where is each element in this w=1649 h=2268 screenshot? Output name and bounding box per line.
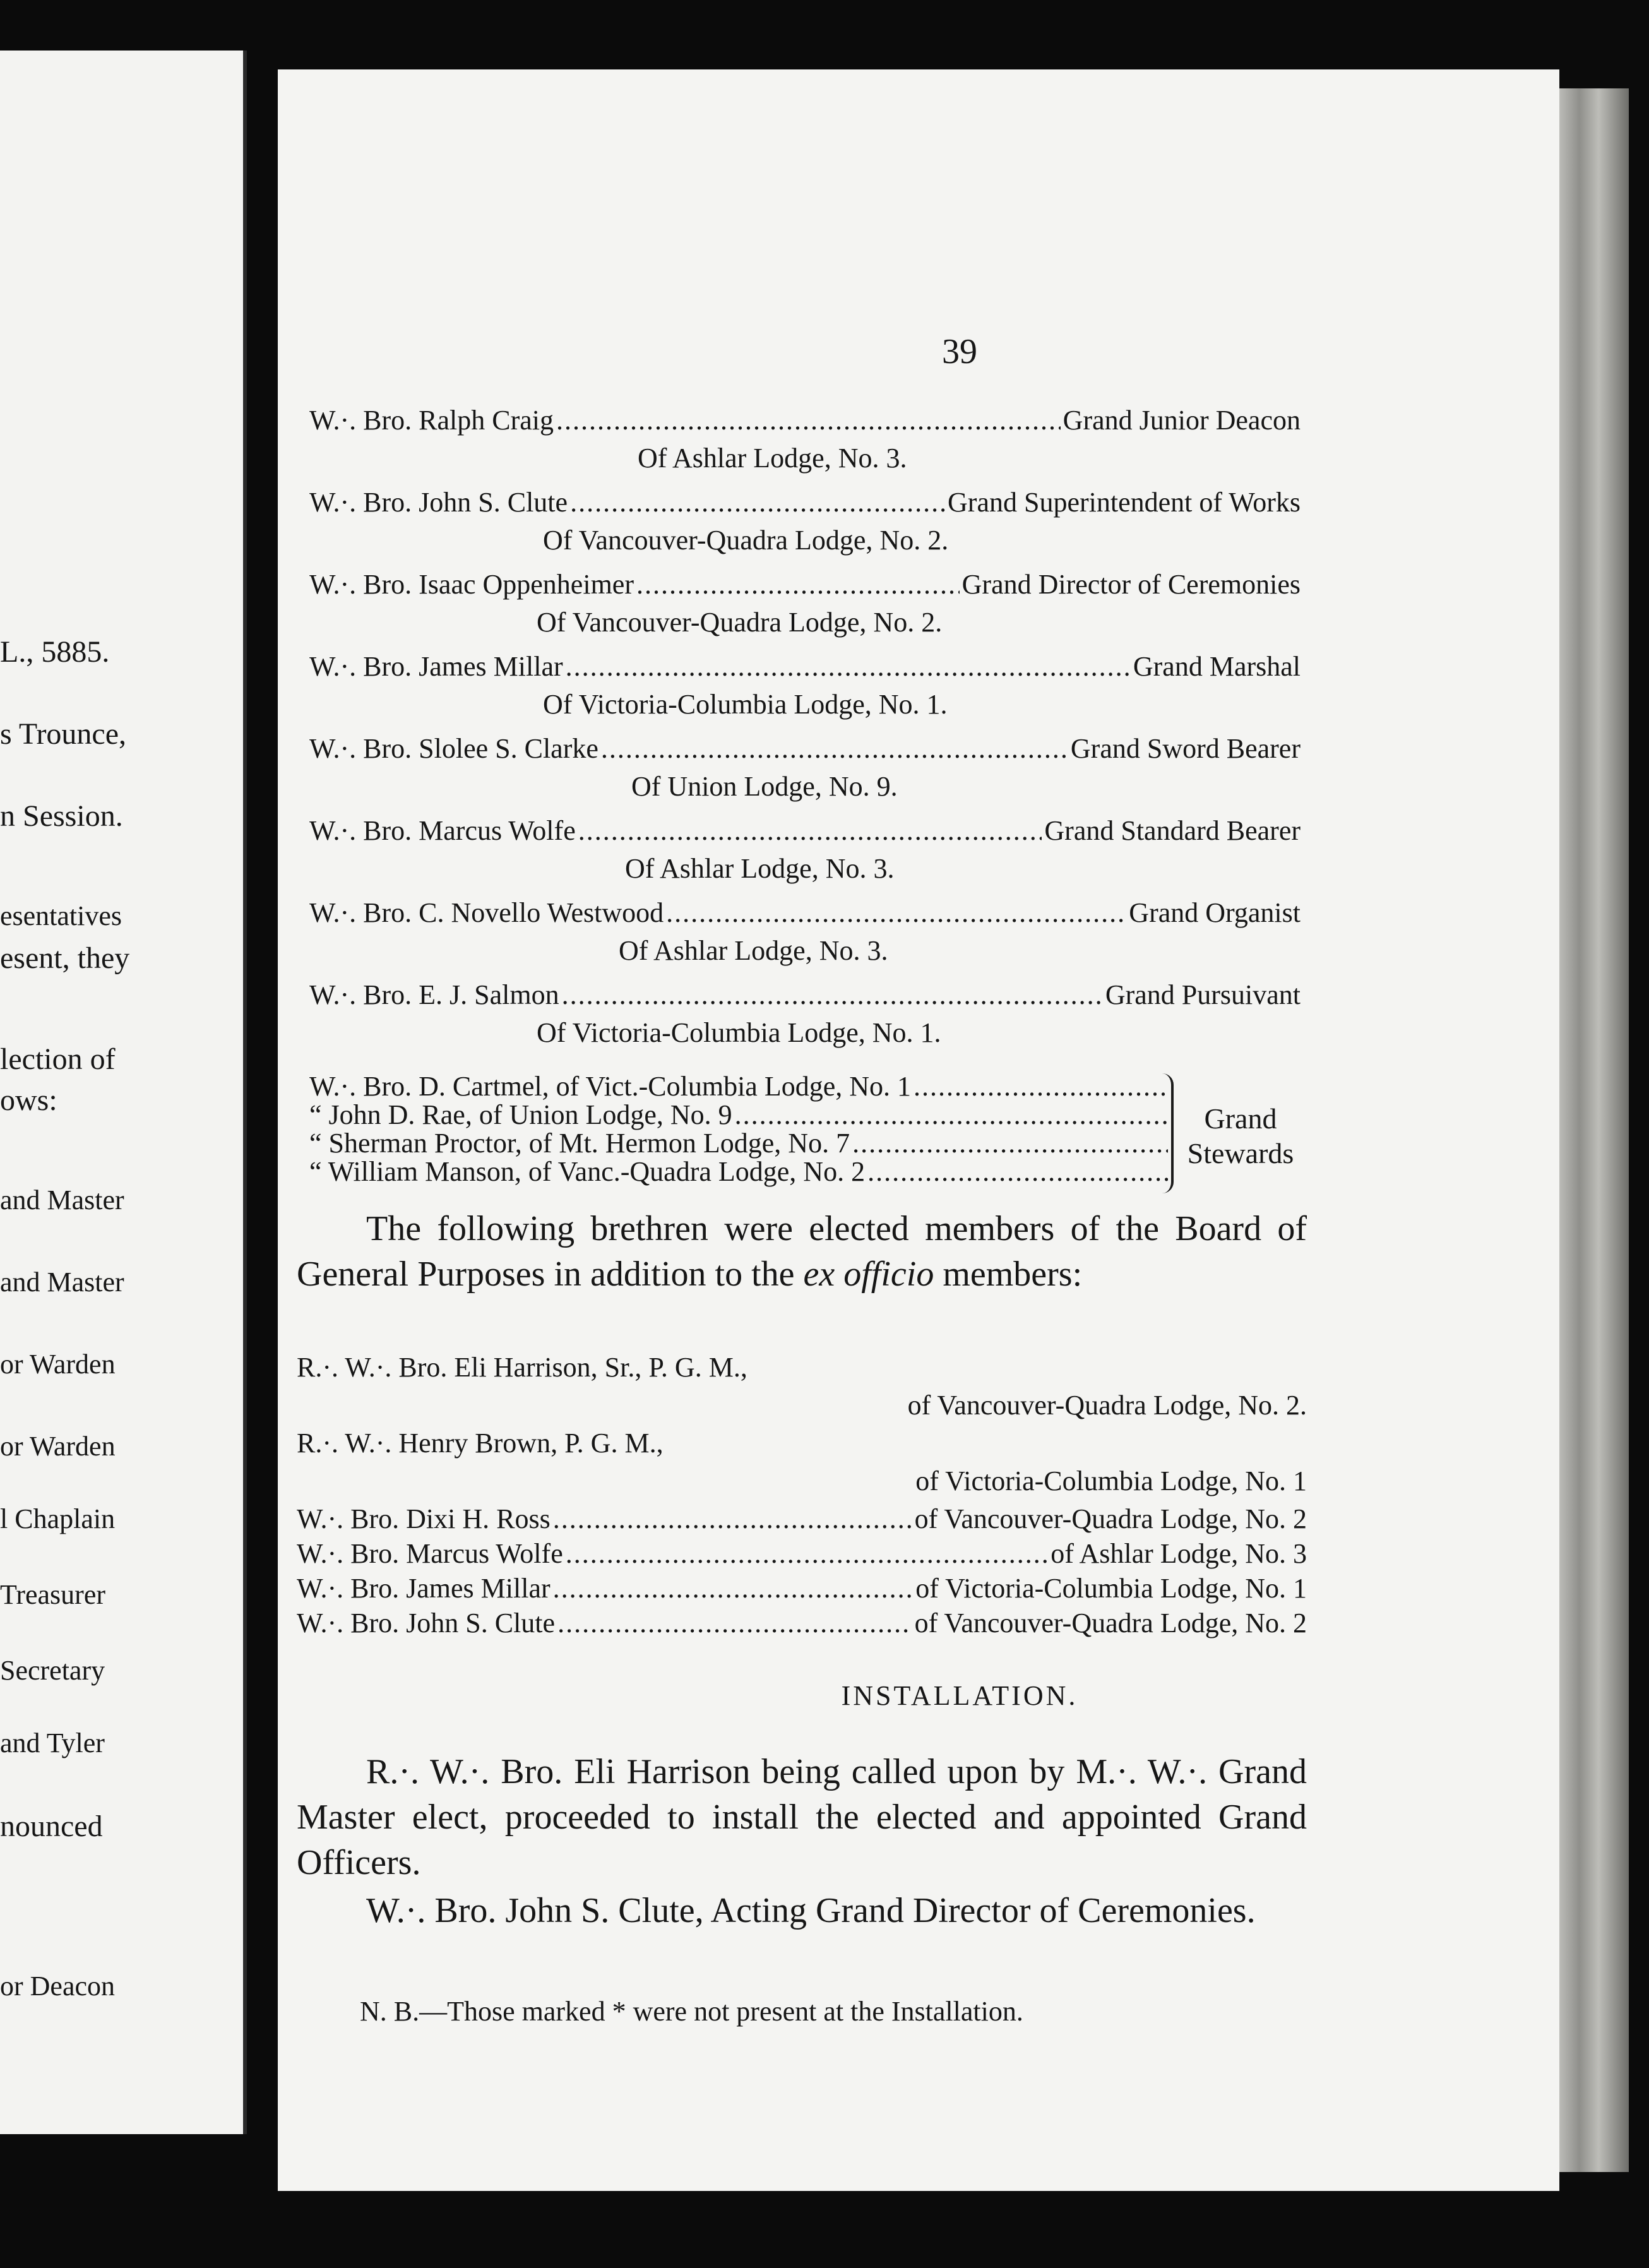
officer-name: W.·. Bro. C. Novello Westwood bbox=[309, 897, 664, 928]
leader-dots bbox=[566, 650, 1131, 683]
board-member-lodge: of Vancouver-Quadra Lodge, No. 2 bbox=[914, 1503, 1307, 1534]
stewards-label-stewards: Stewards bbox=[1187, 1137, 1294, 1169]
left-fragment: Secretary bbox=[0, 1655, 105, 1686]
officer-name: W.·. Bro. Isaac Oppenheimer bbox=[309, 569, 634, 600]
officer-name: W.·. Bro. Ralph Craig bbox=[309, 405, 554, 436]
officer-office: Grand Junior Deacon bbox=[1063, 405, 1301, 436]
officer-lodge: Of Ashlar Lodge, No. 3. bbox=[619, 935, 888, 966]
installation-paragraph: R.·. W.·. Bro. Eli Harrison being called upon by M.·. W.·. Grand Master elect, proceeded to install the elected and appointed Grand Officers. bbox=[297, 1752, 1307, 1882]
left-fragment: l Chaplain bbox=[0, 1503, 116, 1534]
leader-dots bbox=[562, 979, 1103, 1011]
officer-name: W.·. Bro. Slolee S. Clarke bbox=[309, 733, 598, 764]
officer-entry bbox=[309, 815, 1301, 852]
board-member-name: W.·. Bro. James Millar bbox=[297, 1573, 551, 1604]
board-member-name: W.·. Bro. Marcus Wolfe bbox=[297, 1538, 563, 1569]
main-page bbox=[278, 69, 1559, 2191]
board-member-lodge: of Ashlar Lodge, No. 3 bbox=[1051, 1538, 1307, 1569]
officer-entry bbox=[309, 404, 1301, 442]
leader-dots bbox=[578, 815, 1042, 847]
leader-dots bbox=[553, 1572, 914, 1604]
installation-note: N. B.—Those marked * were not present at the Installation. bbox=[360, 1996, 1023, 2027]
officer-name: W.·. Bro. Marcus Wolfe bbox=[309, 815, 576, 846]
officer-name: W.·. Bro. E. J. Salmon bbox=[309, 979, 559, 1010]
installation-paragraph: W.·. Bro. John S. Clute, Acting Grand Director of Ceremonies. bbox=[366, 1891, 1256, 1930]
left-fragment: esentatives bbox=[0, 900, 122, 931]
officer-entry bbox=[309, 979, 1301, 1017]
officer-lodge: Of Victoria-Columbia Lodge, No. 1. bbox=[543, 689, 948, 720]
steward-text: “ William Manson, of Vanc.-Quadra Lodge, No. 2 bbox=[309, 1156, 866, 1187]
officer-lodge: Of Ashlar Lodge, No. 3. bbox=[625, 853, 895, 884]
officer-office: Grand Standard Bearer bbox=[1044, 815, 1301, 846]
left-fragment: and Master bbox=[0, 1185, 124, 1215]
left-fragment: n Session. bbox=[0, 799, 123, 833]
board-member-name: R.·. W.·. Bro. Eli Harrison, Sr., P. G. M., bbox=[297, 1352, 747, 1383]
officer-office: Grand Superintendent of Works bbox=[948, 487, 1301, 518]
left-fragment: or Warden bbox=[0, 1349, 116, 1380]
board-member-lodge: of Vancouver-Quadra Lodge, No. 2 bbox=[914, 1608, 1307, 1638]
left-fragment: nounced bbox=[0, 1810, 103, 1843]
board-member-entry bbox=[297, 1537, 1307, 1572]
board-member-lodge: of Victoria-Columbia Lodge, No. 1 bbox=[915, 1465, 1307, 1496]
board-intro-italic: ex officio bbox=[803, 1255, 934, 1294]
officer-lodge: Of Vancouver-Quadra Lodge, No. 2. bbox=[537, 607, 943, 638]
left-fragment: and Tyler bbox=[0, 1728, 105, 1758]
officer-office: Grand Marshal bbox=[1133, 651, 1301, 682]
leader-dots bbox=[852, 1127, 1168, 1159]
board-intro-text: The following brethren were elected members of the Board of General Purposes in addition to the bbox=[297, 1209, 1307, 1294]
leader-dots bbox=[566, 1537, 1049, 1570]
leader-dots bbox=[556, 404, 1061, 436]
officer-lodge: Of Victoria-Columbia Lodge, No. 1. bbox=[537, 1017, 941, 1048]
officer-office: Grand Sword Bearer bbox=[1070, 733, 1301, 764]
stewards-label-grand: Grand bbox=[1204, 1102, 1277, 1135]
leader-dots bbox=[570, 486, 945, 518]
steward-entry bbox=[309, 1099, 1168, 1130]
left-fragment: Treasurer bbox=[0, 1579, 105, 1610]
officer-entry bbox=[309, 897, 1301, 934]
officer-entry bbox=[309, 486, 1301, 524]
left-fragment: esent, they bbox=[0, 941, 130, 975]
officer-lodge: Of Ashlar Lodge, No. 3. bbox=[638, 443, 907, 474]
leader-dots bbox=[553, 1503, 912, 1535]
left-fragment: L., 5885. bbox=[0, 635, 110, 669]
board-intro-paragraph bbox=[297, 1206, 1307, 1297]
board-member-lodge: of Victoria-Columbia Lodge, No. 1 bbox=[915, 1573, 1307, 1604]
page-number: 39 bbox=[942, 332, 977, 371]
officer-office: Grand Organist bbox=[1129, 897, 1301, 928]
steward-entry bbox=[309, 1155, 1168, 1187]
book-page-edge bbox=[1553, 88, 1629, 2172]
steward-entry bbox=[309, 1127, 1168, 1159]
leader-dots bbox=[867, 1155, 1168, 1188]
steward-entry bbox=[309, 1070, 1168, 1102]
left-fragment: s Trounce, bbox=[0, 717, 127, 751]
left-fragment: or Warden bbox=[0, 1431, 116, 1462]
officer-name: W.·. Bro. James Millar bbox=[309, 651, 563, 682]
board-intro-end: members: bbox=[943, 1255, 1083, 1294]
leader-dots bbox=[636, 568, 960, 600]
officer-lodge: Of Union Lodge, No. 9. bbox=[631, 771, 898, 802]
steward-text: W.·. Bro. D. Cartmel, of Vict.-Columbia Lodge, No. 1 bbox=[309, 1071, 912, 1102]
left-fragment: and Master bbox=[0, 1267, 124, 1298]
officer-office: Grand Pursuivant bbox=[1105, 979, 1301, 1010]
officer-name: W.·. Bro. John S. Clute bbox=[309, 487, 568, 518]
officer-entry bbox=[309, 568, 1301, 606]
board-member-entry bbox=[297, 1607, 1307, 1642]
board-member-name: W.·. Bro. Dixi H. Ross bbox=[297, 1503, 551, 1534]
officer-entry bbox=[309, 650, 1301, 688]
leader-dots bbox=[666, 897, 1126, 929]
leader-dots bbox=[735, 1099, 1168, 1131]
board-member-name: W.·. Bro. John S. Clute bbox=[297, 1608, 556, 1638]
board-member-name: R.·. W.·. Henry Brown, P. G. M., bbox=[297, 1428, 664, 1459]
installation-heading: INSTALLATION. bbox=[841, 1680, 1078, 1711]
steward-text: “ John D. Rae, of Union Lodge, No. 9 bbox=[309, 1099, 732, 1130]
steward-text: “ Sherman Proctor, of Mt. Hermon Lodge, No. 7 bbox=[309, 1128, 850, 1159]
board-member-entry bbox=[297, 1503, 1307, 1537]
officer-lodge: Of Vancouver-Quadra Lodge, No. 2. bbox=[543, 525, 949, 556]
leader-dots bbox=[601, 732, 1068, 765]
left-fragment: or Deacon bbox=[0, 1971, 116, 2002]
officer-office: Grand Director of Ceremonies bbox=[961, 569, 1301, 600]
left-facing-page bbox=[0, 51, 247, 2134]
board-member-entry bbox=[297, 1572, 1307, 1607]
officer-entry bbox=[309, 732, 1301, 770]
leader-dots bbox=[557, 1607, 912, 1639]
board-member-lodge: of Vancouver-Quadra Lodge, No. 2. bbox=[907, 1390, 1307, 1421]
leader-dots bbox=[914, 1070, 1168, 1102]
left-fragment: lection of bbox=[0, 1042, 116, 1076]
stewards-brace bbox=[1158, 1073, 1174, 1193]
left-fragment: ows: bbox=[0, 1083, 57, 1117]
